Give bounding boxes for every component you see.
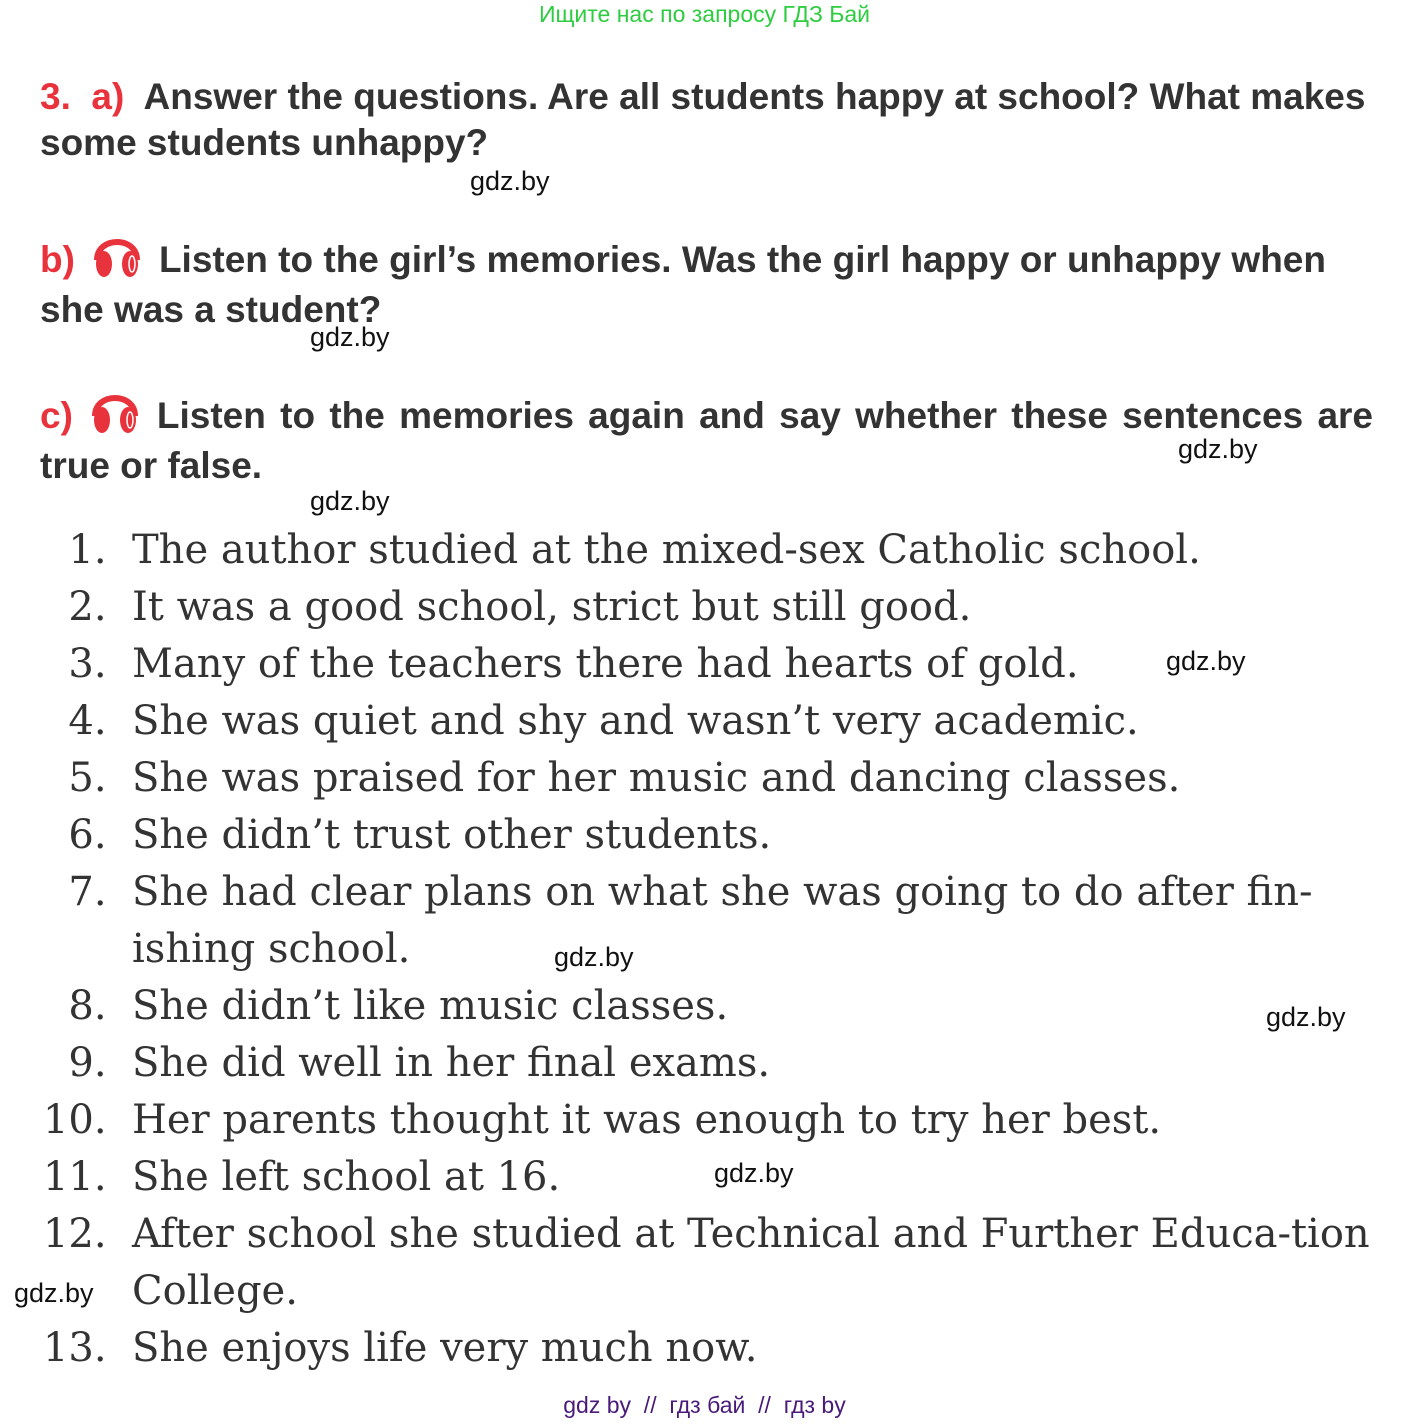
- watermark: gdz.by: [14, 1278, 94, 1308]
- item-text: Many of the teachers there had hearts of gold.: [132, 641, 1079, 687]
- item-number: 9.: [68, 1040, 107, 1086]
- item-text: She didn’t trust other students.: [132, 812, 772, 858]
- item-number: 12.: [42, 1211, 107, 1257]
- task-b-text: Listen to the girl’s memories. Was the girl happy or unhappy when she was a student?: [40, 239, 1326, 330]
- item-text: She enjoys life very much now.: [132, 1325, 758, 1371]
- item-number: 2.: [68, 584, 107, 630]
- task-c: [40, 382, 1373, 491]
- item-number: 8.: [68, 983, 107, 1029]
- item-text: Her parents thought it was enough to try her best.: [132, 1097, 1162, 1143]
- item-text: She had clear plans on what she was going to do after fin-ishing school.: [132, 869, 1313, 972]
- watermark: gdz.by: [554, 942, 634, 972]
- item-text: She was quiet and shy and wasn’t very academic.: [132, 698, 1139, 744]
- footer-links[interactable]: gdz by // гдз бай // гдз by: [563, 1392, 846, 1418]
- item-number: 7.: [68, 869, 107, 915]
- watermark: gdz.by: [714, 1158, 794, 1188]
- list-item: [40, 579, 1380, 636]
- task-b: [40, 226, 1373, 335]
- item-number: 13.: [42, 1325, 107, 1371]
- item-number: 1.: [68, 527, 107, 573]
- item-text: She did well in her final exams.: [132, 1040, 771, 1086]
- list-item: [40, 1149, 1380, 1206]
- task-c-text: Listen to the memories again and say whether these sentences are true or false.: [40, 395, 1373, 486]
- watermark: gdz.by: [1166, 646, 1246, 676]
- item-text: She was praised for her music and dancing classes.: [132, 755, 1181, 801]
- list-item: [40, 1092, 1380, 1149]
- item-number: 10.: [42, 1097, 107, 1143]
- task-a: [40, 74, 1373, 166]
- watermark: gdz.by: [470, 166, 550, 196]
- item-number: 4.: [68, 698, 107, 744]
- watermark: gdz.by: [310, 322, 390, 352]
- task-b-label: b): [40, 239, 75, 280]
- list-item: [40, 750, 1380, 807]
- list-item: [40, 978, 1380, 1035]
- item-number: 5.: [68, 755, 107, 801]
- watermark: gdz.by: [1178, 434, 1258, 464]
- item-text: After school she studied at Technical and Further Educa-tion College.: [132, 1211, 1370, 1314]
- item-text: The author studied at the mixed-sex Catholic school.: [132, 527, 1201, 573]
- item-text: She didn’t like music classes.: [132, 983, 729, 1029]
- list-item: [40, 693, 1380, 750]
- item-number: 6.: [68, 812, 107, 858]
- list-item: [40, 864, 1380, 978]
- list-item: [40, 1206, 1380, 1320]
- top-banner[interactable]: Ищите нас по запросу ГДЗ Бай: [538, 1, 871, 27]
- task-c-label: c): [40, 395, 73, 436]
- task-a-label: a): [91, 76, 125, 117]
- watermark: gdz.by: [310, 486, 390, 516]
- item-number: 11.: [42, 1154, 107, 1200]
- list-item: [40, 807, 1380, 864]
- item-text: She left school at 16.: [132, 1154, 561, 1200]
- headphones-icon[interactable]: [87, 382, 143, 438]
- item-text: It was a good school, strict but still good.: [132, 584, 972, 630]
- watermark: gdz.by: [1266, 1002, 1346, 1032]
- item-number: 3.: [68, 641, 107, 687]
- list-item: [40, 522, 1380, 579]
- task-a-text: Answer the questions. Are all students happy at school? What makes some students unhappy?: [40, 76, 1366, 163]
- list-item: [40, 1035, 1380, 1092]
- headphones-icon[interactable]: [89, 226, 145, 282]
- task-number: 3.: [40, 76, 71, 117]
- list-item: [40, 1320, 1380, 1377]
